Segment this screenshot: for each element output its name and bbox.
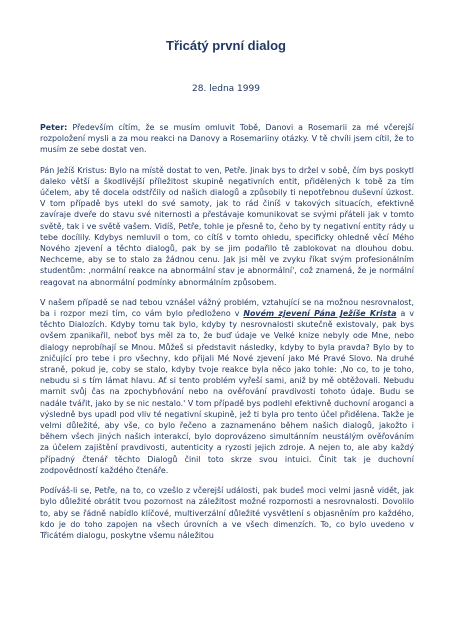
paragraph-text: V našem případě se nad tebou vznášel vážný problém, vztahující se na možnou nesrovnalost, ba i rozpor mezi tím, co vám bylo předloženo v [40,297,414,319]
paragraph-text: Podíváš-li se, Petře, na to, co vzešlo z včerejší události, pak budeš moci velmi jasně vidět, jak bylo důležité obrátit tvou pozornost na záležitost možné rozpornosti a nesrovnalosti. Dovolilo to, aby se řádně nabídlo klíčové, multiverzální důležité vysvětlení s objasněním pro každého, kdo je do toho zapojen na všech úrovních a ve všech dimenzích. To, co bylo uvedeno v Třicátém dialogu, poskytne všemu náležitou [40,486,414,540]
paragraph-text: Především cítím, že se musím omluvit Tobě, Danovi a Rosemarii za mé včerejší rozpoložení mysli a za mou reakci na Danovy a Rosemariiny otázky. V tě chvíli jsem cítil, že to musím ze sebe dostat ven. [40,123,414,155]
dialog-body [40,122,414,550]
paragraph-4 [40,485,414,541]
paragraph-jesus [40,165,414,288]
page-title: Třicátý první dialog [166,38,286,53]
paragraph-3 [40,297,414,476]
speaker-label-peter: Peter: [40,123,68,132]
paragraph-peter [40,122,414,156]
book-title-link[interactable]: Novém zjevení Pána Ježíše Krista [243,309,397,319]
speaker-label-jesus: Pán Ježíš Kristus: [40,165,107,175]
paragraph-text: a v těchto Dialozích. Kdyby tomu tak bylo, kdyby ty nesrovnalosti skutečně existovaly, pak bys ovšem zpanikařil, neboť bys měl za to, že buď údaje ve Velké knize nebyly ode Mne, nebo dialogy neprobíhají se Mnou. Můžeš si představit následky, kdyby to byla pravda? Bylo by to zničující pro tebe i pro všechny, kdo přijali Mé Nové zjevení jako Mé Pravé Slovo. Na druhé straně, pokud je, coby se stalo, kdyby tvoje reakce byla něco jako tohle: ‚No co, to je toho, nebudu si s tím lámat hlavu. Ať si tento problém vyřeší sami, aniž by mě obtěžovali. Nebudu marnit svůj čas na zpochybňování nebo na ověřování pravdivosti tohoto údaje. Budu se nadále tvářit, jako by se nic nestalo.' V tom případě bys podlehl efektivně duchovní aroganci a výsledně bys upadl pod vliv té negativní skupině, jež ti byla pro tento účel přidělena. Takže je velmi důležité, aby vše, co bylo řečeno a zaznamenáno během našich dialogů, jakožto i během všech jiných našich interakcí, bylo doprovázeno simultánním neustálým ověřováním za účelem zajištění pravdivosti, autenticity a ryzosti jejich zdroje. A nejen to, ale aby každý případný čtenář těchto Dialogů činil toto skrze svou intuici. Činit tak je duchovní zodpovědností každého čtenáře. [40,309,414,475]
dialog-date: 28. ledna 1999 [192,84,260,94]
paragraph-text: Bylo na místě dostat to ven, Petře. Jinak bys to držel v sobě, čím bys poskytl daleko větší a škodlivější příležitost skupině negativních entit, přidělených k tobě za tím účelem, aby tě docela odstřčily od našich dialogů a způsobily ti nepotřebnou duševní úzkost. V tom případě bys utekl do své samoty, jak to rád činíš v takových situacích, efektivně zavíraje dveře do stavu své niternosti a přestávaje komunikovat se svými přáteli jak v tomto světě, tak i ve světě vašem. Vidíš, Petře, tohle je přesně to, čeho by ty negativní entity rády u tebe docílily. Kdybys nemluvil o tom, co cítíš v tomto ohledu, specificky ohledně věcí Mého Nového zjevení a těchto dialogů, pak by se jim podařilo tě zablokovat na dlouhou dobu. Nechceme, aby se to stalo za žádnou cenu. Jak jsi měl ve zvyku říkat svým profesionálním studentům: ‚normální reakce na abnormální stav je abnormální', což znamená, že je normální reagovat na abnormální podmínky abnormálním způsobem. [40,165,414,287]
